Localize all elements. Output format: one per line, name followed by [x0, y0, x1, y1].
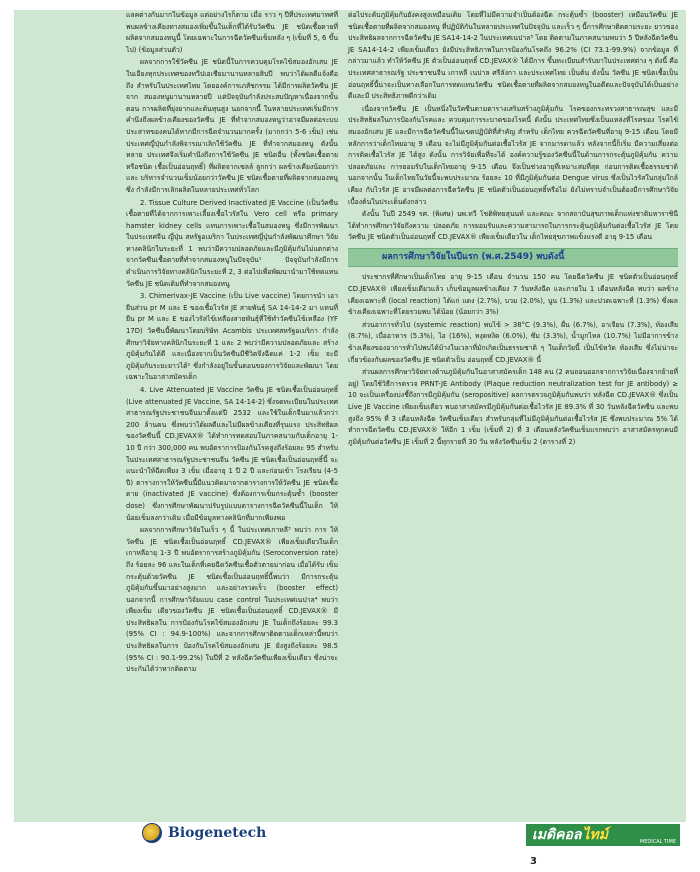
- paragraph: เนื่องจากวัคซีน JE เป็นหนึ่งในวัคซีนตามตารางเสริมสร้างภูมิคุ้มกัน โรคของกระทรวงสาธารณสุข และมีประสิทธิผลในการป้องกันโรคและ ควบคุมการระบาดของโรคนี้ ดังนั้น ประเทศไทยซึ่งเป็นแหล่งที่โรคของ โรคไข้สมองอักเสบ JE และมีการฉีดวัคซีนนี้ในเขตปฏิบัติที่สำคัญ สำหรับ เด็กไทย ควรฉีดวัคซีนที่อายุ 9-15 เดือน โดยมีหลักการว่าเด็กไทยอายุ 9 เดือน จะไม่มีภูมิคุ้มกันต่อเชื้อไวรัส JE จากมารดาแล้ว หลังจากนี้ก็เริ่ม มีความเสี่ยงต่อการติดเชื้อไวรัส JE ได้สูง ดังนั้น การวิจัยเพื่อที่จะได้ องค์ความรู้ของวัคซีนนี้ในด้านการกระตุ้นภูมิคุ้มกัน ความปลอดภัยและ การยอมรับในเด็กไทยอายุ 9-15 เดือน จึงเป็นช่วงอายุที่เหมาะสมที่สุด ก่อนการติดเชื้อธรรมชาติ นอกจากนั้น ในเด็กไทยในวัยนี้จะพบประมาณ ร้อยละ 10 ที่มีภูมิคุ้มกันต่อ Dengue virus ซึ่งเป็นไวรัสในกลุ่มใกล้เคียง กับไวรัส JE อาจมีผลต่อการฉีดวัคซีน JE ชนิดตัวเป็นอ่อนฤทธิ์หรือไม่ ยังไม่ทราบจำเป็นต้องมีการศึกษาวิจัยเบื้องต้นในประเด็นดังกล่าว: [348, 104, 678, 206]
- right-column: [348, 10, 678, 449]
- section-heading: ผลการศึกษาวิจัยในปีแรก (พ.ศ.2549) พบดังนี้: [348, 248, 678, 268]
- brand-accent-text: ไทม์: [582, 827, 608, 843]
- paragraph: แลคต่างกันมากในข้อมูล แต่อย่างไรก็ตาม เมื่อ ราว ๆ ปีที่ประเทศมาทศที่ พบผลข้างเคียงทางสมองเพิ่มขึ้นในเด็กที่ได้รับวัคซีน JE ชนิดเชื้อตายที่ ผลิตจากสมองหนูนี้ โดยเฉพาะในการฉีดวัคซีนเข็มหลัง ๆ (เข็มที่ 5, 6 ขึ้นไป) (ข้อมูลส่วนตัว): [126, 11, 338, 54]
- paragraph: 2. Tissue Culture Derived Inactivated JE Vaccine (เป็นวัคซีน เชื้อตายที่ได้จากการเพาะเลี้ยงเชื้อไวรัสใน Vero cell หรือ primary hamster kidney cells แทนการเพาะเชื้อในสมองหนู ซึ่งมีการพัฒนา ในประเทศจีน ญี่ปุ่น สหรัฐอเมริกา ในประเทศญี่ปุ่นกำลังพัฒนาศึกษา วิจัยทางคลินิกในระยะที่ 1 พบว่ามีความปลอดภัยและมีภูมิคุ้มกันไม่แตกต่าง จากวัคซีนเชื้อตายที่ทำจากสมองหนูในปัจจุบัน¹ ปัจจุบันกำลังมีการ ดำเนินการวิจัยทางคลินิกในระยะที่ 2, 3 ต่อไปเพื่อพัฒนานำมาใช้ทดแทน วัคซีน JE ชนิดเดิมที่ทำจากสมองหนู: [126, 198, 338, 288]
- biogenetech-logo: [142, 822, 266, 844]
- paragraph: ต่อไประดับภูมิคุ้มกันยังคงสูงเหมือนเดิม โดยที่ไม่มีความจำเป็นต้องฉีด กระตุ้นซ้ำ (booster) เหมือนวัคซีน JE ชนิดเชื้อตายที่ผลิตจากสมองหนู ที่ปฏิบัติกันในหลายประเทศในปัจจุบัน และเร็ว ๆ นี้การศึกษาติดตามระยะ ยาวของประสิทธิผลจากการฉีดวัคซีน JE SA14-14-2 ในประเทศเนปาล⁵ โดย ติดตามในภาคสนามพบว่า 5 ปีหลังฉีดวัคซีน JE SA14-14-2 เพียงเข็มเดียว ยังมีประสิทธิภาพในการป้องกันโรคถึง 96.2% (CI 73.1-99.9%) จากข้อมูล ที่กล่าวมาแล้ว ทำให้วัคซีน JE ตัวเป็นอ่อนฤทธิ์ CD.JEVAX® ได้มีการ ขึ้นทะเบียนสำรับยาในประเทศต่าง ๆ ดังนี้ คือ ประเทศสาธารณรัฐ ประชาชนจีน เกาหลี เนปาล ศรีลังกา และประเทศไทย เป็นต้น ดังนั้น วัคซีน JE ชนิดเชื้อเป็นอ่อนฤทธิ์นี้น่าจะเป็นทางเลือกในการทดแทนวัคซีน ชนิดเชื้อตายที่ผลิตจากสมองหนูในอดีตและปัจจุบันได้เป็นอย่างดีและมี ประสิทธิภาพดีกว่าเดิม: [348, 11, 679, 101]
- page-number: 3: [530, 856, 537, 867]
- paragraph: 4. Live Attenuated JE Vaccine วัคซีน JE ชนิดเชื้อเป็นอ่อนฤทธิ์ (Live attenuated JE Vaccine, SA 14-14-2) ซึ่งจดทะเบียนในประเทศ สาธารณรัฐประชาชนจีนมาตั้งแต่ปี 2532 และใช้ในเด็กจีนมาแล้วกว่า 200 ล้านคน ซึ่งพบว่าได้ผลดีและไม่มีผลข้างเคียงที่รุนแรง ประสิทธิผล ของวัคซีนนี้ CD.JEVAX® ได้ทำการทดสอบในภาคสนามกับเด็กอายุ 1-10 ปี กว่า 300,000 คน พบอัตราการป้องกันโรคสูงถึงร้อยละ 95 สำหรับ ในประเทศสาธารณรัฐประชาชนจีน วัคซีน JE ชนิดเชื้อเป็นอ่อนฤทธิ์นี้ จะแนะนำให้ฉีดเพียง 3 เข็ม เมื่ออายุ 1 ปี 2 ปี และก่อนเข้า โรงเรียน (4-5 ปี) ตารางการให้วัคซีนนี้มีแนวคิดมาจากตารางการให้วัคซีน JE ชนิดเชื้อตาย (inactivated JE vaccine) ซึ่งต้องการเข็มกระตุ้นซ้ำ (booster dose) ซึ่งการศึกษาพัฒนาปรับรูปแบบตารางการฉีดวัคซีนนี้ในเด็ก ให้น้อยเข็มลงกว่าเดิม เมื่อมีข้อมูลทางคลินิกที่มากเพียงพอ: [126, 386, 338, 522]
- brand-sub-text: MEDICAL TIME: [639, 839, 676, 845]
- paragraph: 3. Chimerivax-JE Vaccine (เป็น Live vaccine) โดยการนำ เอายีนส่วน pr M และ E ของเชื้อไวรัส JE สายพันธุ์ SA 14-14-2 มา แทนที่ยีน pr M และ E ของไวรัสไข้เหลืองสายพันธุ์ที่ใช้ทำวัคซีนไข้เหลือง (YF 17D) วัคซีนนี้พัฒนาโดยบริษัท Acambis ประเทศสหรัฐอเมริกา กำลังศึกษาวิจัยทางคลินิกในระยะที่ 1 และ 2 พบว่ามีความปลอดภัยและ สร้างภูมิคุ้มกันได้ดี และเนื่องจากเป็นวัคซีนมีชีวิตจึงฉีดแค่ 1-2 เข็ม จะมี ภูมิคุ้มกันระยะยาวได้² ซึ่งกำลังอยู่ในขั้นตอนของการวิจัยและพัฒนา โดยเฉพาะในอาสาสมัครเด็ก: [126, 292, 338, 382]
- paragraph: ส่วนผลการศึกษาวิจัยทางด้านภูมิคุ้มกันในอาสาสมัครเด็ก 148 คน (2 คนถอนออกจากการวิจัยเนื่องจากย้ายที่อยู่) โดยใช้วิธีการตรวจ PRNT-JE Antibody (Plaque reduction neutralization test for JE antibody) ≥ 10 จะเป็นเครื่องบ่งชี้ถึงการมีภูมิคุ้มกัน (seropositive) ผลการตรวจภูมิคุ้มกันพบว่า หลังฉีด CD.JEVAX® ซึ่งเป็น Live JE Vaccine เพียงเข็มเดียว พบอาสาสมัครมีภูมิคุ้มกันต่อเชื้อไวรัส JE 89.3% ที่ 30 วันหลังฉีดวัคซีน และพบสูงถึง 95% ที่ 3 เดือนหลังฉีด วัคซีนเข็มเดียว สำหรับกลุ่มที่ไม่มีภูมิคุ้มกันต่อเชื้อไวรัส JE ซึ่งพบประมาณ 5% ได้ทำการฉีดวัคซีน CD.JEVAX® ให้อีก 1 เข็ม (เข็มที่ 2) ที่ 3 เดือนหลังวัคซีนเข็มแรกพบว่า อาสาสมัครทุกคนมี ภูมิคุ้มกันต่อวัคซีน JE เข็มที่ 2 นี้ทุกรายที่ 30 วัน หลังวัคซีนเข็ม 2 (ตารางที่ 2): [348, 368, 678, 446]
- biogenetech-logo-icon: [142, 823, 162, 843]
- paragraph: ผลจากการศึกษาวิจัยในเร็ว ๆ นี้ ในประเทศเกาหลี³ พบว่า การ ให้วัคซีน JE ชนิดเชื้อเป็นอ่อนฤทธิ์ CD.JEVAX® เพียงเข็มเดียวในเด็ก เกาหลีอายุ 1-3 ปี พบอัตราการสร้างภูมิคุ้มกัน (Seroconversion rate) ถึง ร้อยละ 96 และในเด็กที่เคยฉีดวัคซีนเชื้อตัวตายมาก่อน เมื่อได้รับ เข็มกระตุ้นด้วยวัคซีน JE ชนิดเชื้อเป็นอ่อนฤทธิ์นี้พบว่า มีการกระตุ้น ภูมิคุ้มกันขึ้นมาอย่างสูงมาก และอย่างรวดเร็ว (booster effect) นอกจากนี้ การศึกษาวิจัยแบบ case control ในประเทศเนปาล⁴ พบว่าเพียงเข็ม เดียวของวัคซีน JE ชนิดเชื้อเป็นอ่อนฤทธิ์ CD.JEVAX® มีประสิทธิผลใน การป้องกันโรคไข้สมองอักเสบ JE ในเด็กถึงร้อยละ 99.3 (95% CI : 94.9-100%) และจากการศึกษาติดตามเด็กเหล่านี้พบว่า ประสิทธิผลในการ ป้องกันโรคไข้สมองอักเสบ JE ยังสูงถึงร้อยละ 98.5 (95% CI : 90.1-99.2%) ในปีที่ 2 หลังฉีดวัคซีนเพียงเข็มเดียว ซึ่งน่าจะประกันได้ว่าหากติดตาม: [126, 526, 338, 674]
- paragraph: ผลจากการใช้วัคซีน JE ชนิดนี้ในการควบคุมโรคไข้สมองอักเสบ JE ในเอียงทุกประเทศของทวีปเอเชียมานานหลายสิบปี พบว่าได้ผลดีแจ้งคือถึง สำหรับในประเทศไทย โดยองค์การเภสัชกรรม ได้มีการผลิตวัคซีน JE จาก สมองหนูมานานหลายปี แต่ปัจจุบันกำลังประสบปัญหาเนื่องจากขั้นตอน การผลิตที่ยุ่งยากและต้นทุนสูง นอกจากนี้ ในหลายประเทศเริ่มมีการ คำนึงถึงผลข้างเคียงของวัคซีน JE ที่ทำจากสมองหนูว่าอาจมีผลต่อระบบ ประสาทของคนได้หากมีการฉีดจำนวนมากครั้ง (มากกว่า 5-6 เข็ม) เช่น ประเทศญี่ปุ่นกำลังพิจารณาเลิกใช้วัคซีน JE ที่ทำจากสมองหนู ดังนั้น หลาย ประเทศจึงเริ่มคำนึงถึงการใช้วัคซีน JE ชนิดอื่น (ทั้งชนิดเชื้อตายหรือชนิด เชื้อเป็นอ่อนฤทธิ์) ที่ผลิตจากเซลล์ ลูกกว่า ผลข้างเคียงน้อยกว่า และ บริหารจำนวนเข็มน้อยกว่าวัคซีน JE ชนิดเชื้อตายที่ผลิตจากสมองหนูซึ่ง กำลังมีการเลิกผลิตในหลายประเทศทั่วโลก: [126, 58, 338, 194]
- left-brand-text: Biogenetech: [168, 825, 267, 841]
- brand-main-text: เมดิคอล: [532, 827, 582, 843]
- page-footer: [0, 822, 700, 872]
- paragraph: ส่วนอาการทั่วไป (systemic reaction) พบไข้ > 38°C (9.3%), ผื่น (6.7%), อาเจียน (7.3%), ท้องเสีย (8.7%), เบื่ออาหาร (5.3%), ไอ (16%), หงุดหงิด (6.0%), ซึม (3.3%), น้ำมูกไหล (10.7%) ไม่มีอาการข้าง ข้างเคียงของอาการทั่วไปพบได้บ้างในเวลาที่มักเกิดเป็นธรรมชาติ ๆ ในเด็กวัยนี้ เป็นไข้หวัด ท้องเสีย ซึ่งไม่น่าจะเกี่ยวข้องกับผลของวัคซีน JE ชนิดตัวเป็น อ่อนฤทธิ์ CD.JEVAX® นี้: [348, 320, 678, 364]
- article-page: [14, 10, 686, 822]
- paragraph: ประชากรที่ศึกษาเป็นเด็กไทย อายุ 9-15 เดือน จำนวน 150 คน โดยฉีดวัคซีน JE ชนิดตัวเป็นอ่อนฤทธิ์ CD.JEVAX® เพียงเข็มเดียวแล้ว เก็บข้อมูลผลข้างเคียง 7 วันหลังฉีด และภายใน 1 เดือนหลังฉีด พบว่า ผลข้างเคียงเฉพาะที่ (local reaction) ได้แก่ แดง (2.7%), บวม (2.0%), นูน (1.3%) และปวดเฉพาะที่ (1.3%) ซึ่งผลข้างเคียงเฉพาะที่โดยรวมพบ ได้น้อย (น้อยกว่า 3%): [348, 273, 678, 317]
- paragraph: ดังนั้น ในปี 2549 รศ. (พิเศษ) นพ.ทวี โชติพิทยสุนนท์ และคณะ จากสถาบันสุขภาพเด็กแห่งชาติมหาราชินี ได้ทำการศึกษาวิจัยถึงความ ปลอดภัย การยอมรับและความสามารถในการกระตุ้นภูมิคุ้มกันต่อเชื้อไวรัส JE โดยวัคซีน JE ชนิดตัวเป็นอ่อนฤทธิ์ CD.JEVAX® เพียงเข็มเดียวใน เด็กไทยสุขภาพแข็งแรงดี อายุ 9-15 เดือน: [348, 210, 678, 242]
- medical-time-logo: [526, 824, 680, 846]
- left-column: [126, 10, 338, 677]
